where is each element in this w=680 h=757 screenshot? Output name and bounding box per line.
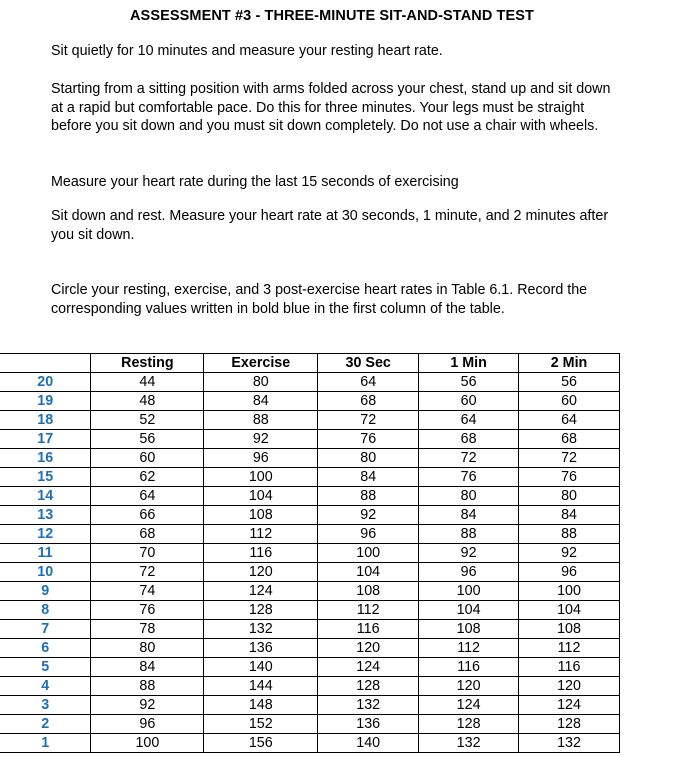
- table-row: [0, 449, 620, 468]
- heart-rate-cell: 132: [419, 734, 519, 753]
- heart-rate-cell: 76: [318, 430, 419, 449]
- heart-rate-cell: 60: [91, 449, 204, 468]
- heart-rate-cell: 108: [519, 620, 620, 639]
- table-row: [0, 601, 620, 620]
- heart-rate-cell: 64: [519, 411, 620, 430]
- table-row: [0, 563, 620, 582]
- heart-rate-cell: 132: [519, 734, 620, 753]
- heart-rate-cell: 88: [519, 525, 620, 544]
- heart-rate-cell: 84: [91, 658, 204, 677]
- heart-rate-cell: 80: [419, 487, 519, 506]
- heart-rate-cell: 116: [318, 620, 419, 639]
- heart-rate-cell: 124: [204, 582, 318, 601]
- table-row: [0, 506, 620, 525]
- table-row: [0, 392, 620, 411]
- heart-rate-cell: 124: [318, 658, 419, 677]
- score-cell: 13: [0, 506, 91, 525]
- heart-rate-cell: 116: [519, 658, 620, 677]
- heart-rate-cell: 120: [419, 677, 519, 696]
- heart-rate-cell: 88: [91, 677, 204, 696]
- table-header-row: [0, 354, 620, 373]
- column-header-exercise: Exercise: [204, 354, 318, 373]
- heart-rate-cell: 64: [318, 373, 419, 392]
- table-row: [0, 411, 620, 430]
- page-title: ASSESSMENT #3 - THREE-MINUTE SIT-AND-STAND TEST: [129, 8, 534, 24]
- heart-rate-cell: 72: [419, 449, 519, 468]
- heart-rate-cell: 132: [204, 620, 318, 639]
- heart-rate-cell: 152: [204, 715, 318, 734]
- table-row: [0, 525, 620, 544]
- table-row: [0, 373, 620, 392]
- table-row: [0, 658, 620, 677]
- heart-rate-cell: 80: [204, 373, 318, 392]
- heart-rate-cell: 88: [204, 411, 318, 430]
- heart-rate-table: [0, 353, 620, 753]
- score-cell: 7: [0, 620, 91, 639]
- heart-rate-cell: 96: [318, 525, 419, 544]
- heart-rate-cell: 96: [519, 563, 620, 582]
- column-header-2-min: 2 Min: [519, 354, 620, 373]
- heart-rate-cell: 44: [91, 373, 204, 392]
- heart-rate-cell: 120: [204, 563, 318, 582]
- score-cell: 4: [0, 677, 91, 696]
- heart-rate-cell: 72: [519, 449, 620, 468]
- table-row: [0, 620, 620, 639]
- column-header-score: [0, 354, 91, 373]
- score-cell: 15: [0, 468, 91, 487]
- score-cell: 14: [0, 487, 91, 506]
- heart-rate-cell: 76: [91, 601, 204, 620]
- heart-rate-cell: 76: [419, 468, 519, 487]
- heart-rate-cell: 60: [419, 392, 519, 411]
- heart-rate-cell: 116: [419, 658, 519, 677]
- score-cell: 16: [0, 449, 91, 468]
- heart-rate-cell: 100: [519, 582, 620, 601]
- heart-rate-cell: 68: [91, 525, 204, 544]
- heart-rate-cell: 84: [204, 392, 318, 411]
- score-cell: 6: [0, 639, 91, 658]
- column-header-resting: Resting: [91, 354, 204, 373]
- heart-rate-cell: 64: [91, 487, 204, 506]
- heart-rate-cell: 92: [519, 544, 620, 563]
- heart-rate-cell: 128: [204, 601, 318, 620]
- table-row: [0, 677, 620, 696]
- table-body: [0, 373, 620, 753]
- table-row: [0, 582, 620, 601]
- column-header-30-sec: 30 Sec: [318, 354, 419, 373]
- table-row: [0, 430, 620, 449]
- heart-rate-cell: 128: [519, 715, 620, 734]
- heart-rate-cell: 60: [519, 392, 620, 411]
- heart-rate-cell: 112: [519, 639, 620, 658]
- heart-rate-cell: 144: [204, 677, 318, 696]
- heart-rate-cell: 80: [91, 639, 204, 658]
- heart-rate-cell: 76: [519, 468, 620, 487]
- heart-rate-cell: 124: [519, 696, 620, 715]
- table-row: [0, 639, 620, 658]
- table-row: [0, 734, 620, 753]
- heart-rate-cell: 74: [91, 582, 204, 601]
- heart-rate-cell: 100: [419, 582, 519, 601]
- instruction-exercise: Starting from a sitting position with arms folded across your chest, stand up and sit down at a rapid but comfortable pace. Do this for three minutes. Your legs must be straight before you sit down and you must sit down completely. Do not use a chair with wheels.: [51, 81, 611, 134]
- heart-rate-cell: 88: [318, 487, 419, 506]
- score-cell: 9: [0, 582, 91, 601]
- heart-rate-cell: 62: [91, 468, 204, 487]
- heart-rate-cell: 112: [204, 525, 318, 544]
- heart-rate-cell: 56: [419, 373, 519, 392]
- heart-rate-cell: 140: [318, 734, 419, 753]
- heart-rate-cell: 88: [419, 525, 519, 544]
- heart-rate-cell: 104: [419, 601, 519, 620]
- table-row: [0, 544, 620, 563]
- heart-rate-cell: 66: [91, 506, 204, 525]
- score-cell: 11: [0, 544, 91, 563]
- score-cell: 10: [0, 563, 91, 582]
- score-cell: 1: [0, 734, 91, 753]
- score-cell: 18: [0, 411, 91, 430]
- column-header-1-min: 1 Min: [419, 354, 519, 373]
- heart-rate-cell: 92: [419, 544, 519, 563]
- heart-rate-cell: 68: [519, 430, 620, 449]
- heart-rate-cell: 68: [419, 430, 519, 449]
- heart-rate-cell: 78: [91, 620, 204, 639]
- heart-rate-cell: 108: [204, 506, 318, 525]
- heart-rate-cell: 136: [318, 715, 419, 734]
- heart-rate-cell: 112: [419, 639, 519, 658]
- instruction-measure-exercise: Measure your heart rate during the last 15 seconds of exercising: [51, 174, 459, 190]
- heart-rate-cell: 80: [519, 487, 620, 506]
- heart-rate-cell: 56: [91, 430, 204, 449]
- heart-rate-cell: 104: [318, 563, 419, 582]
- score-cell: 5: [0, 658, 91, 677]
- score-cell: 2: [0, 715, 91, 734]
- heart-rate-cell: 70: [91, 544, 204, 563]
- table-row: [0, 715, 620, 734]
- instruction-recovery: Sit down and rest. Measure your heart rate at 30 seconds, 1 minute, and 2 minutes after you sit down.: [51, 208, 609, 243]
- heart-rate-cell: 100: [318, 544, 419, 563]
- heart-rate-cell: 68: [318, 392, 419, 411]
- heart-rate-cell: 112: [318, 601, 419, 620]
- heart-rate-cell: 136: [204, 639, 318, 658]
- heart-rate-cell: 140: [204, 658, 318, 677]
- heart-rate-cell: 104: [204, 487, 318, 506]
- instruction-record: Circle your resting, exercise, and 3 post-exercise heart rates in Table 6.1. Record the corresponding values written in bold blue in the first column of the table.: [51, 282, 588, 317]
- heart-rate-cell: 128: [318, 677, 419, 696]
- heart-rate-cell: 104: [519, 601, 620, 620]
- heart-rate-cell: 132: [318, 696, 419, 715]
- heart-rate-cell: 100: [204, 468, 318, 487]
- heart-rate-cell: 84: [419, 506, 519, 525]
- heart-rate-cell: 52: [91, 411, 204, 430]
- heart-rate-cell: 56: [519, 373, 620, 392]
- heart-rate-cell: 64: [419, 411, 519, 430]
- table-row: [0, 468, 620, 487]
- heart-rate-cell: 120: [519, 677, 620, 696]
- heart-rate-cell: 148: [204, 696, 318, 715]
- score-cell: 20: [0, 373, 91, 392]
- heart-rate-cell: 80: [318, 449, 419, 468]
- heart-rate-cell: 108: [318, 582, 419, 601]
- table-row: [0, 696, 620, 715]
- score-cell: 3: [0, 696, 91, 715]
- instruction-resting: Sit quietly for 10 minutes and measure your resting heart rate.: [51, 43, 443, 59]
- heart-rate-cell: 96: [204, 449, 318, 468]
- heart-rate-cell: 96: [91, 715, 204, 734]
- heart-rate-cell: 92: [91, 696, 204, 715]
- heart-rate-cell: 84: [519, 506, 620, 525]
- heart-rate-cell: 124: [419, 696, 519, 715]
- score-cell: 8: [0, 601, 91, 620]
- heart-rate-cell: 96: [419, 563, 519, 582]
- heart-rate-cell: 92: [204, 430, 318, 449]
- heart-rate-cell: 116: [204, 544, 318, 563]
- table-row: [0, 487, 620, 506]
- heart-rate-cell: 128: [419, 715, 519, 734]
- heart-rate-cell: 108: [419, 620, 519, 639]
- heart-rate-cell: 72: [91, 563, 204, 582]
- heart-rate-cell: 120: [318, 639, 419, 658]
- heart-rate-cell: 72: [318, 411, 419, 430]
- score-cell: 12: [0, 525, 91, 544]
- heart-rate-cell: 48: [91, 392, 204, 411]
- score-cell: 19: [0, 392, 91, 411]
- heart-rate-cell: 156: [204, 734, 318, 753]
- heart-rate-cell: 84: [318, 468, 419, 487]
- heart-rate-cell: 100: [91, 734, 204, 753]
- heart-rate-cell: 92: [318, 506, 419, 525]
- score-cell: 17: [0, 430, 91, 449]
